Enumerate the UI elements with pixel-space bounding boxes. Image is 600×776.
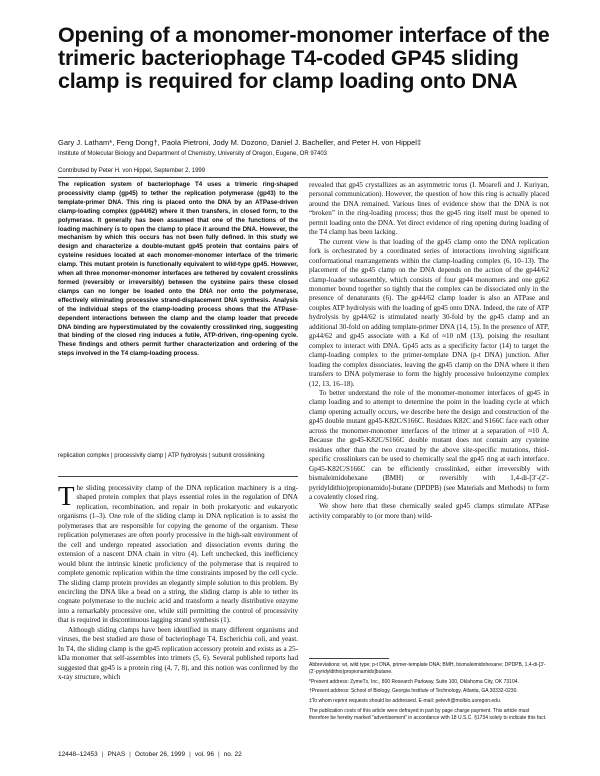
- article-title: Opening of a monomer-monomer interface of the trimeric bacteriophage T4-coded GP45 sliding clamp is required for clamp loading onto DNA: [58, 23, 550, 93]
- paragraph-text: he sliding processivity clamp of the DNA replication machinery is a ring-shaped protein complex that plays essential roles in the regulation of DNA replication, recombination, and repair in both prokaryotic and eukaryotic organisms (1–3). One role of the sliding clamp in DNA replication is to assist the polymerases that are responsible for copying the genome of the organism. These replication polymerases are often poorly processive in the high-salt environment of the cell and undergo repeated association and dissociation events during the extension of a nascent DNA chain in vitro (4). Left unchecked, this inefficiency would blunt the intrinsic kinetic proficiency of the polymerase that is required to complete genomic replication within the time constraints imposed by the cell cycle. The sliding clamp protein provides an elegantly simple solution to this problem. By encircling the DNA like a bead on a string, the sliding clamp is able to tether its cognate polymerase to the nucleic acid and transform a nearly distributive enzyme into a remarkably processive one, while still permitting the control of processivity that is required in discontinuous lagging strand synthesis (1).: [58, 484, 298, 625]
- footnotes: [309, 662, 549, 725]
- body-paragraph: Although sliding clamps have been identified in many different organisms and viruses, the best studied are those of bacteriophage T4, Escherichia coli, and yeast. In T4, the sliding clamp is the gp45 replication accessory protein and exists as a 25-kDa monomer that self-assembles into trimers (5, 6). Several published reports had suggested that gp45 is a protein ring (4, 7, 8), and this notion was confirmed by the x-ray structure, which: [58, 625, 298, 682]
- contributed-line: Contributed by Peter H. von Hippel, September 2, 1999: [58, 168, 206, 174]
- footnote: ‡To whom reprint requests should be addressed. E-mail: petevh@molbio.uoregon.edu.: [309, 698, 502, 705]
- body-paragraph: To better understand the role of the monomer-monomer interfaces of gp45 in clamp loading and to attempt to determine the point in the loading cycle at which clamp opening actually occurs, we describe here the design and construction of the gp45 double mutant gp45-K82C/S166C. Residues K82C and S166C face each other across the monomer-monomer interfaces of the trimer at a separation of ≈10 Å. Because the gp45-K82C/S166C double mutant does not contain any cysteine residues other than the two created by the above site-specific mutations, thiol-specific crosslinkers can be used to chemically seal the gp45 ring at each interface. Gp45-K82C/S166C can be efficiently crosslinked, either irreversibly with bismaleimidohexane (BMH) or reversibly with 1,4-di-[3′-(2′-pyridyldithio)propionamido]-butane (DPDPB) (see Materials and Methods) to form a covalently closed ring.: [309, 388, 549, 501]
- right-column-body: [309, 181, 549, 613]
- footnote: *Present address: ZymeTx, Inc., 800 Research Parkway, Suite 100, Oklahoma City, OK 73104.: [309, 678, 519, 685]
- volume: vol. 96: [194, 751, 214, 758]
- abstract: The replication system of bacteriophage T4 uses a trimeric ring-shaped processivity clamp (gp45) to tether the replication polymerase (gp43) to the template-primer DNA. This ring is placed onto the DNA by an ATPase-driven clamp-loading complex (gp44/62) where it then transfers, in closed form, to the polymerase. It generally has been assumed that one of the functions of the loading machinery is to open the clamp to place it around the DNA. However, the mechanism by which this occurs has not been fully defined. In this study we design and characterize a double-mutant gp45 protein that contains pairs of cysteine residues located at each monomer-monomer interface of the trimeric clamp. This mutant protein is functionally equivalent to wild-type gp45. However, when all three monomer-monomer interfaces are tethered by covalent crosslinks formed (reversibly or irreversibly) between the cysteine pairs these closed clamps can no longer be loaded onto the DNA nor onto the polymerase, effectively eliminating processive strand-displacement DNA synthesis. Analysis of the individual steps of the clamp-loading process shows that the ATPase-dependent interactions between the clamp and the clamp loader that precede DNA binding are hyperstimulated by the covalently crosslinked ring, suggesting that binding of the closed ring induces a futile, ATP-driven, ring-opening cycle. These findings and others permit further characterization and ordering of the steps involved in the T4 clamp-loading process.: [58, 181, 298, 358]
- header-divider: [58, 177, 548, 178]
- drop-cap: T: [58, 484, 75, 511]
- body-paragraph: revealed that gp45 crystallizes as an asymmetric torus (I. Moarefi and J. Kuriyan, personal communication). However, the question of how this ring is actually placed around the DNA remained. Various lines of evidence show that the DNA is not “broken” in the ring-loading process; thus the gp45 ring itself must be opened to permit loading onto the DNA. Yet direct evidence of ring opening during loading of the T4 clamp has been lacking.: [309, 181, 549, 237]
- body-paragraph: [58, 484, 298, 626]
- issue-number: no. 22: [223, 751, 242, 758]
- keywords: replication complex | processivity clamp | ATP hydrolysis | subunit crosslinking: [58, 453, 265, 459]
- footnote-divider: [309, 658, 389, 659]
- keywords-divider: [58, 476, 298, 477]
- affiliation: Institute of Molecular Biology and Department of Chemistry, University of Oregon, Eugene, OR 97403: [58, 151, 328, 157]
- issue-date: October 26, 1999: [134, 751, 186, 758]
- footnote: The publication costs of this article were defrayed in part by page charge payment. This article must therefore be hereby marked “advertisement” in accordance with 18 U.S.C. §1734 solely to indicate this fact.: [309, 707, 547, 721]
- left-column-body: [58, 484, 298, 754]
- footnote: Abbreviations: wt, wild type; p-t DNA, primer-template DNA; BMH, bismaleimidohexane; DPDPB, 1,4-di-[3′-(2′-pyridyldithio)propionamido]butane.: [309, 662, 546, 675]
- body-paragraph: We show here that these chemically sealed gp45 clamps stimulate ATPase activity comparably to (or more than) wild-: [309, 502, 549, 520]
- footnote: †Present address: School of Biology, Georgia Institute of Technology, Atlanta, GA 30332-0230.: [309, 688, 518, 695]
- body-paragraph: The current view is that loading of the gp45 clamp onto the DNA replication fork is orchestrated by a coordinated series of interactions involving significant conformational rearrangements within the clamp-loading complex (6, 10–13). The placement of the gp45 clamp on the DNA depends on the action of the gp44/62 clamp-loader subassembly, which consists of four gp44 monomers and one gp62 monomer bound together so tightly that the complex can be dissociated only in the presence of denaturants (6). The gp44/62 clamp loader is also an ATPase and couples ATP hydrolysis with the loading of gp45 onto DNA. Indeed, the rate of ATP hydrolysis by gp44/62 is stimulated nearly 30-fold by the gp45 clamp and an additional 30-fold on adding template-primer DNA (14, 15). In the presence of ATP, gp44/62 and gp45 associate with a Kd of ≈10 nM (13), poising the resultant complex to interact with DNA. Gp45 acts as a specificity factor (14) to target the clamp-loading complex to the primer-template DNA (p-t DNA) junction. After loading the complex dissociates, leaving the gp45 clamp on the DNA where it then transfers to DNA polymerase to form the highly processive holoenzyme complex (12, 13, 16–18).: [309, 237, 549, 388]
- journal-name: PNAS: [107, 751, 126, 758]
- author-list: Gary J. Latham*, Feng Dong†, Paola Pietroni, Jody M. Dozono, Daniel J. Bacheller, and Peter H. von Hippel‡: [58, 138, 422, 147]
- page-range: 12448–12453: [58, 751, 98, 758]
- page-footer: 12448–12453 | PNAS | October 26, 1999 | vol. 96 | no. 22: [58, 751, 242, 758]
